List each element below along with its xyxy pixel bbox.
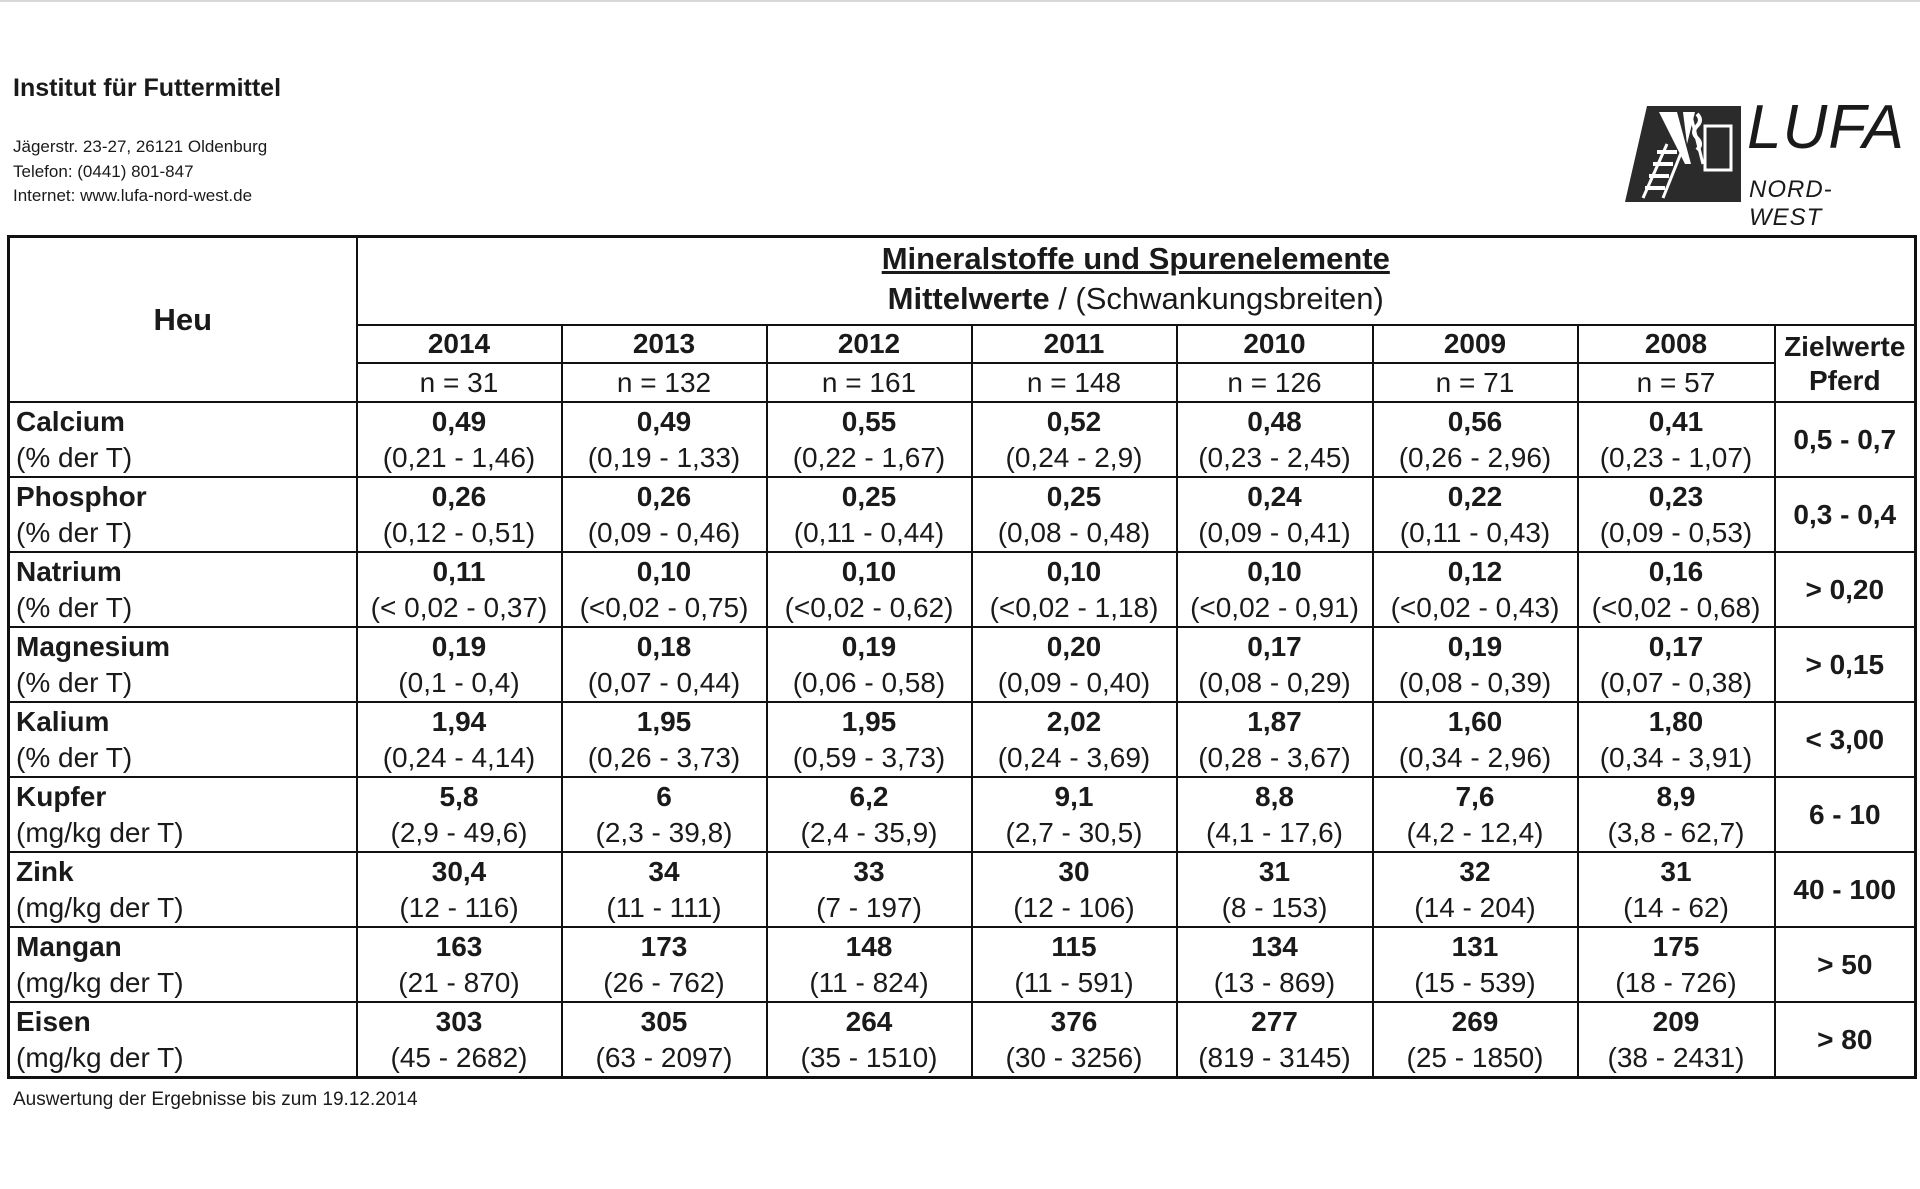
mean-value: 115 [1051,930,1097,962]
range-value: (<0,02 - 0,91) [1190,591,1359,623]
range-value: (45 - 2682) [390,1041,528,1073]
nutrient-cell [9,552,357,627]
nutrient-cell [9,477,357,552]
value-cell [972,702,1177,777]
nutrient-cell [9,402,357,477]
mean-value: 0,25 [841,480,897,512]
lufa-emblem-icon [1625,104,1743,204]
range-value: (26 - 762) [603,966,725,998]
value-cell [357,927,562,1002]
value-cell [357,477,562,552]
range-value: (8 - 153) [1221,891,1328,923]
value-cell [1177,552,1373,627]
target-header-line1: Zielwerte [1784,330,1906,362]
range-value: (0,09 - 0,40) [997,666,1151,698]
mean-value: 0,18 [636,630,692,662]
range-value: (0,28 - 3,67) [1198,741,1351,773]
value-cell [972,627,1177,702]
target-value: > 50 [1775,927,1916,1002]
year-header: 2012 [767,325,972,363]
range-value: (<0,02 - 0,43) [1390,591,1560,623]
mean-value: 9,1 [1054,780,1094,812]
mean-value: 209 [1652,1005,1700,1037]
value-cell [1177,852,1373,927]
mean-value: 6 [656,780,672,812]
table-row [9,702,1916,777]
value-cell [1177,477,1373,552]
range-value: (0,09 - 0,46) [587,516,741,548]
value-cell [357,777,562,852]
nutrient-name: Zink [16,855,74,887]
mean-value: 0,10 [1046,555,1102,587]
mean-value: 175 [1652,930,1700,962]
scan-top-edge [0,0,1920,2]
value-cell [1177,702,1373,777]
nutrient-unit: (% der T) [16,591,133,623]
range-value: (11 - 111) [606,891,722,923]
range-value: (0,09 - 0,41) [1198,516,1351,548]
sample-count: n = 148 [972,363,1177,402]
value-cell [972,852,1177,927]
mean-value: 131 [1451,930,1499,962]
mean-value: 30,4 [431,855,487,887]
sample-count: n = 126 [1177,363,1373,402]
mean-value: 0,12 [1447,555,1503,587]
mean-value: 0,22 [1447,480,1503,512]
nutrient-unit: (mg/kg der T) [16,816,184,848]
range-value: (0,08 - 0,48) [997,516,1151,548]
range-value: (0,11 - 0,44) [793,516,945,548]
value-cell [1373,927,1578,1002]
range-value: (11 - 591) [1014,966,1134,998]
mean-value: 0,17 [1247,630,1302,662]
value-cell [767,627,972,702]
mean-value: 0,25 [1046,480,1102,512]
value-cell [562,852,767,927]
mean-value: 0,20 [1046,630,1102,662]
internet-line: Internet: www.lufa-nord-west.de [13,186,253,205]
value-cell [1578,702,1775,777]
corner-label: Heu [9,237,357,403]
value-cell [357,552,562,627]
nutrient-name: Magnesium [16,630,171,662]
range-value: (0,19 - 1,33) [587,441,741,473]
mean-value: 32 [1459,855,1491,887]
target-header [1775,325,1916,402]
nutrient-unit: (% der T) [16,516,133,548]
range-value: (2,7 - 30,5) [1005,816,1143,848]
range-value: (13 - 869) [1213,966,1336,998]
value-cell [562,627,767,702]
range-value: (0,59 - 3,73) [792,741,946,773]
range-value: (<0,02 - 0,75) [579,591,749,623]
value-cell [1578,552,1775,627]
target-value: > 0,15 [1775,627,1916,702]
range-value: (0,23 - 1,07) [1599,441,1753,473]
value-cell [1177,402,1373,477]
mean-value: 148 [845,930,893,962]
sample-count: n = 31 [357,363,562,402]
range-value: (0,23 - 2,45) [1198,441,1351,473]
value-cell [1177,927,1373,1002]
range-value: (3,8 - 62,7) [1607,816,1745,848]
mean-value: 277 [1251,1005,1298,1037]
value-cell [357,402,562,477]
value-cell [972,927,1177,1002]
value-cell [767,477,972,552]
target-value: > 80 [1775,1002,1916,1078]
table-title-cell [357,237,1916,326]
mean-value: 2,02 [1046,705,1102,737]
table-row [9,552,1916,627]
table-row [9,402,1916,477]
mean-value: 0,17 [1648,630,1704,662]
value-cell [1373,627,1578,702]
value-cell [1373,777,1578,852]
range-value: (0,06 - 0,58) [792,666,946,698]
value-cell [1177,627,1373,702]
year-header: 2013 [562,325,767,363]
range-value: (0,08 - 0,29) [1198,666,1351,698]
nutrient-name: Calcium [16,405,125,437]
value-cell [562,1002,767,1078]
value-cell [1578,1002,1775,1078]
nutrient-unit: (% der T) [16,741,133,773]
value-cell [357,627,562,702]
year-header: 2009 [1373,325,1578,363]
nutrient-name: Phosphor [16,480,147,512]
value-cell [562,702,767,777]
value-cell [1373,552,1578,627]
mean-value: 31 [1660,855,1692,887]
range-value: (0,34 - 3,91) [1599,741,1753,773]
subtitle-rest: / (Schwankungsbreiten) [1049,281,1384,316]
range-value: (<0,02 - 0,68) [1591,591,1761,623]
mean-value: 0,26 [431,480,487,512]
nutrient-unit: (mg/kg der T) [16,1041,184,1073]
mean-value: 7,6 [1455,780,1495,812]
range-value: (0,12 - 0,51) [382,516,536,548]
value-cell [562,402,767,477]
range-value: (12 - 106) [1013,891,1135,923]
year-header: 2010 [1177,325,1373,363]
target-value: 0,5 - 0,7 [1775,402,1916,477]
sample-count: n = 132 [562,363,767,402]
range-value: (< 0,02 - 0,37) [370,591,548,623]
range-value: (4,2 - 12,4) [1406,816,1544,848]
value-cell [562,552,767,627]
range-value: (15 - 539) [1414,966,1536,998]
mean-value: 1,87 [1247,705,1302,737]
value-cell [767,852,972,927]
range-value: (0,09 - 0,53) [1599,516,1753,548]
range-value: (0,07 - 0,44) [587,666,741,698]
nutrient-cell [9,927,357,1002]
value-cell [1578,927,1775,1002]
mean-value: 0,56 [1447,405,1503,437]
range-value: (0,26 - 3,73) [587,741,741,773]
mean-value: 1,95 [636,705,692,737]
mean-value: 8,9 [1656,780,1696,812]
table-row [9,627,1916,702]
mean-value: 1,80 [1648,705,1704,737]
institute-address [13,135,267,209]
range-value: (63 - 2097) [595,1041,733,1073]
value-cell [1373,702,1578,777]
evaluation-footer: Auswertung der Ergebnisse bis zum 19.12.2014 [13,1089,418,1110]
value-cell [562,477,767,552]
table-row [9,852,1916,927]
range-value: (0,11 - 0,43) [1399,516,1551,548]
mean-value: 0,49 [636,405,692,437]
range-value: (0,22 - 1,67) [792,441,946,473]
sample-count: n = 57 [1578,363,1775,402]
value-cell [1373,852,1578,927]
value-cell [767,402,972,477]
value-cell [767,702,972,777]
sample-count: n = 71 [1373,363,1578,402]
value-cell [1177,1002,1373,1078]
value-cell [1373,402,1578,477]
range-value: (11 - 824) [809,966,929,998]
range-value: (0,21 - 1,46) [382,441,536,473]
range-value: (18 - 726) [1615,966,1737,998]
value-cell [1373,1002,1578,1078]
nutrient-name: Kalium [16,705,110,737]
address-line: Jägerstr. 23-27, 26121 Oldenburg [13,137,268,156]
logo-subtitle: NORD-WEST [1749,176,1833,231]
nutrient-cell [9,777,357,852]
range-value: (0,1 - 0,4) [398,666,520,698]
range-value: (4,1 - 17,6) [1206,816,1343,848]
range-value: (0,24 - 2,9) [1005,441,1143,473]
mean-value: 0,23 [1648,480,1704,512]
logo-name: LUFA [1747,93,1905,162]
mean-value: 173 [640,930,688,962]
mean-value: 163 [435,930,483,962]
institute-title: Institut für Futtermittel [13,74,282,102]
range-value: (7 - 197) [816,891,922,923]
sample-count: n = 161 [767,363,972,402]
range-value: (14 - 204) [1414,891,1536,923]
table-row [9,777,1916,852]
range-value: (2,9 - 49,6) [390,816,528,848]
mean-value: 8,8 [1255,780,1294,812]
mean-value: 0,49 [431,405,487,437]
value-cell [767,777,972,852]
mean-value: 0,55 [841,405,897,437]
nutrient-cell [9,627,357,702]
target-value: 40 - 100 [1775,852,1916,927]
target-value: > 0,20 [1775,552,1916,627]
mean-value: 0,26 [636,480,692,512]
value-cell [1373,477,1578,552]
lufa-logo [1625,93,1905,231]
range-value: (0,24 - 3,69) [997,741,1151,773]
year-header: 2008 [1578,325,1775,363]
mean-value: 0,11 [432,555,486,587]
mean-value: 0,24 [1247,480,1302,512]
table-subtitle [358,278,1915,320]
nutrient-name: Mangan [16,930,122,962]
subtitle-bold: Mittelwerte [887,281,1050,316]
value-cell [562,927,767,1002]
range-value: (0,26 - 2,96) [1398,441,1552,473]
nutrient-cell [9,852,357,927]
value-cell [1578,402,1775,477]
nutrient-cell [9,702,357,777]
value-cell [1177,777,1373,852]
mean-value: 0,10 [636,555,692,587]
range-value: (2,3 - 39,8) [595,816,733,848]
range-value: (2,4 - 35,9) [800,816,938,848]
value-cell [972,1002,1177,1078]
range-value: (38 - 2431) [1607,1041,1745,1073]
mean-value: 0,19 [841,630,897,662]
value-cell [357,852,562,927]
range-value: (14 - 62) [1623,891,1729,923]
mean-value: 33 [853,855,885,887]
mean-value: 0,48 [1247,405,1302,437]
mean-value: 1,60 [1447,705,1503,737]
range-value: (<0,02 - 1,18) [989,591,1159,623]
range-value: (25 - 1850) [1406,1041,1544,1073]
mean-value: 376 [1050,1005,1098,1037]
mean-value: 264 [845,1005,893,1037]
mean-value: 34 [648,855,680,887]
mean-value: 305 [640,1005,688,1037]
nutrient-cell [9,1002,357,1078]
range-value: (819 - 3145) [1198,1041,1351,1073]
mean-value: 303 [435,1005,483,1037]
target-value: 6 - 10 [1775,777,1916,852]
value-cell [357,1002,562,1078]
range-value: (35 - 1510) [800,1041,938,1073]
value-cell [357,702,562,777]
range-value: (0,08 - 0,39) [1398,666,1552,698]
range-value: (0,07 - 0,38) [1599,666,1753,698]
mean-value: 269 [1451,1005,1499,1037]
mean-value: 0,16 [1648,555,1704,587]
mean-value: 0,41 [1648,405,1704,437]
mean-value: 0,10 [1247,555,1302,587]
value-cell [1578,627,1775,702]
value-cell [1578,777,1775,852]
target-header-line2: Pferd [1808,364,1881,396]
mineral-table [7,235,1917,1079]
nutrient-name: Kupfer [16,780,107,812]
mean-value: 6,2 [849,780,889,812]
nutrient-name: Natrium [16,555,122,587]
mean-value: 0,52 [1046,405,1102,437]
table-title: Mineralstoffe und Spurenelemente [881,241,1390,276]
mean-value: 30 [1058,855,1090,887]
range-value: (0,34 - 2,96) [1398,741,1552,773]
value-cell [1578,852,1775,927]
value-cell [767,1002,972,1078]
range-value: (12 - 116) [399,891,519,923]
mean-value: 0,10 [841,555,897,587]
target-value: 0,3 - 0,4 [1775,477,1916,552]
nutrient-unit: (mg/kg der T) [16,966,184,998]
range-value: (21 - 870) [398,966,520,998]
value-cell [562,777,767,852]
value-cell [767,927,972,1002]
phone-line: Telefon: (0441) 801-847 [13,161,194,181]
mean-value: 5,8 [439,780,479,812]
value-cell [972,477,1177,552]
nutrient-unit: (mg/kg der T) [16,891,184,923]
value-cell [972,552,1177,627]
table-row [9,1002,1916,1078]
year-header: 2014 [357,325,562,363]
nutrient-unit: (% der T) [16,441,133,473]
mean-value: 0,19 [431,630,487,662]
mean-value: 31 [1258,855,1291,887]
year-header: 2011 [972,325,1177,363]
table-row [9,927,1916,1002]
table-row [9,477,1916,552]
range-value: (30 - 3256) [1005,1041,1143,1073]
mean-value: 1,95 [841,705,897,737]
range-value: (0,24 - 4,14) [382,741,536,773]
value-cell [767,552,972,627]
mean-value: 0,19 [1447,630,1503,662]
range-value: (<0,02 - 0,62) [784,591,954,623]
mean-value: 134 [1251,930,1298,962]
mean-value: 1,94 [431,705,487,737]
nutrient-name: Eisen [16,1005,91,1037]
target-value: < 3,00 [1775,702,1916,777]
value-cell [1578,477,1775,552]
value-cell [972,402,1177,477]
value-cell [972,777,1177,852]
nutrient-unit: (% der T) [16,666,133,698]
